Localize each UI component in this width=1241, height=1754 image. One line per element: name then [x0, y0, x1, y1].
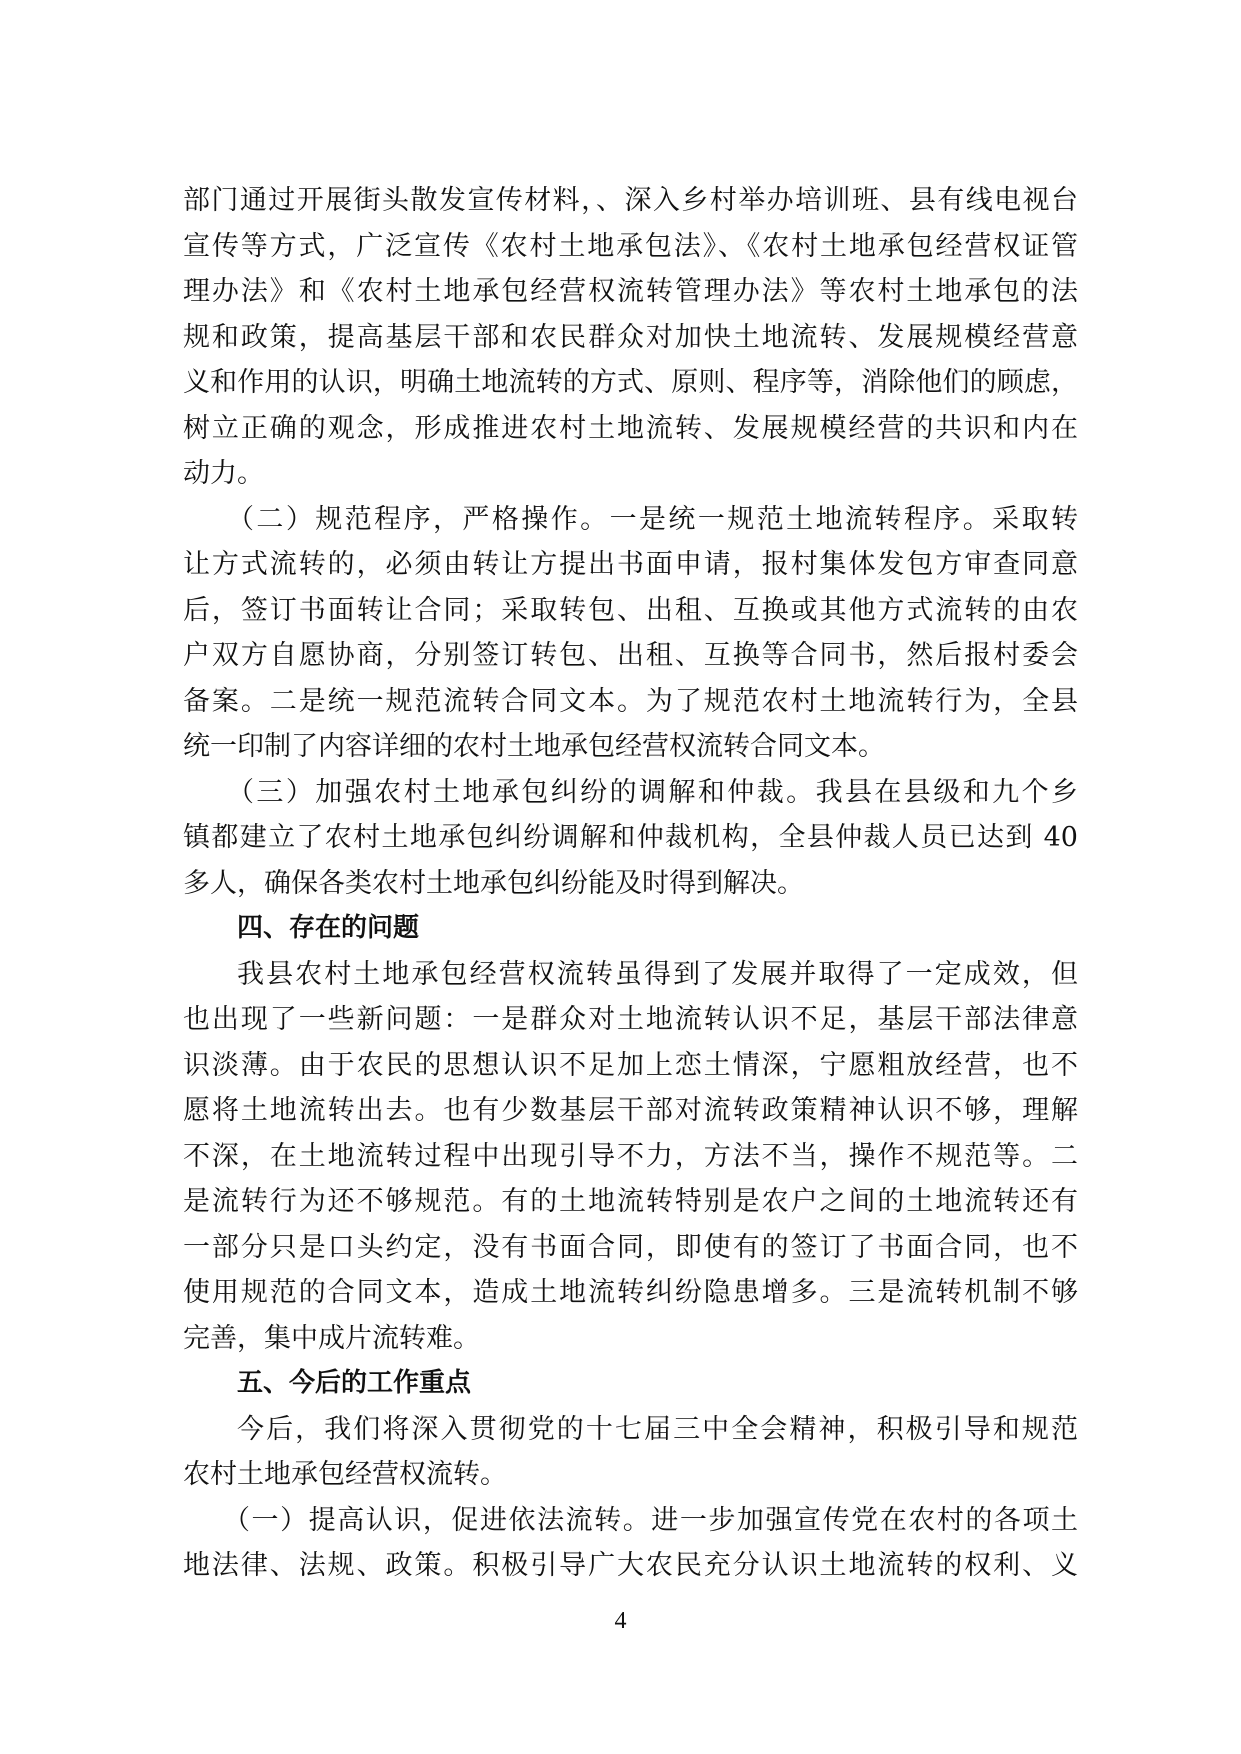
text-line: 规和政策，提高基层干部和农民群众对加快土地流转、发展规模经营意 [183, 321, 1078, 353]
text-line: 地法律、法规、政策。积极引导广大农民充分认识土地流转的权利、义 [183, 1550, 1078, 1581]
text-line: 多人，确保各类农村土地承包纠纷能及时得到解决。 [183, 867, 804, 899]
text-line: 不深，在土地流转过程中出现引导不力，方法不当，操作不规范等。二 [183, 1140, 1078, 1172]
text-line: 农村土地承包经营权流转。 [183, 1459, 507, 1490]
text-line: 理办法》和《农村土地承包经营权流转管理办法》等农村土地承包的法 [183, 276, 1078, 307]
text-line: 愿将土地流转出去。也有少数基层干部对流转政策精神认识不够，理解 [183, 1095, 1078, 1126]
text-line: 义和作用的认识，明确土地流转的方式、原则、程序等，消除他们的顾虑， [183, 367, 1078, 398]
text-line: 备案。二是统一规范流转合同文本。为了规范农村土地流转行为，全县 [183, 685, 1078, 717]
text-line: 今后，我们将深入贯彻党的十七届三中全会精神，积极引导和规范 [237, 1413, 1078, 1445]
text-line: 户双方自愿协商，分别签订转包、出租、互换等合同书，然后报村委会 [183, 640, 1078, 671]
text-line: 后，签订书面转让合同；采取转包、出租、互换或其他方式流转的由农 [183, 594, 1078, 626]
section-heading: 四、存在的问题 [237, 913, 420, 943]
text-line: （二）规范程序，严格操作。一是统一规范土地流转程序。采取转 [227, 503, 1078, 535]
text-line: （一）提高认识，促进依法流转。进一步加强宣传党在农村的各项土 [223, 1504, 1078, 1536]
text-line: 也出现了一些新问题：一是群众对土地流转认识不足，基层干部法律意 [183, 1004, 1078, 1035]
text-line: 是流转行为还不够规范。有的土地流转特别是农户之间的土地流转还有 [183, 1186, 1078, 1217]
text-line: 使用规范的合同文本，造成土地流转纠纷隐患增多。三是流转机制不够 [183, 1277, 1078, 1308]
text-line: 宣传等方式，广泛宣传《农村土地承包法》、《农村土地承包经营权证管 [183, 230, 1078, 262]
text-line: 让方式流转的，必须由转让方提出书面申请，报村集体发包方审查同意 [183, 549, 1078, 580]
page-number: 4 [614, 1608, 627, 1634]
text-line: （三）加强农村土地承包纠纷的调解和仲裁。我县在县级和九个乡 [227, 776, 1078, 808]
text-line: 部门通过开展街头散发宣传材料，、深入乡村举办培训班、县有线电视台 [183, 185, 1078, 216]
text-line: 完善，集中成片流转难。 [183, 1322, 480, 1354]
text-line: 统一印制了内容详细的农村土地承包经营权流转合同文本。 [183, 731, 885, 762]
text-line: 一部分只是口头约定，没有书面合同，即使有的签订了书面合同，也不 [183, 1231, 1078, 1263]
text-line: 我县农村土地承包经营权流转虽得到了发展并取得了一定成效，但 [237, 958, 1078, 990]
text-line: 树立正确的观念，形成推进农村土地流转、发展规模经营的共识和内在 [183, 412, 1078, 444]
text-line: 动力。 [183, 458, 264, 489]
text-line: 镇都建立了农村土地承包纠纷调解和仲裁机构，全县仲裁人员已达到 40 [183, 822, 1078, 853]
text-line: 识淡薄。由于农民的思想认识不足加上恋土情深，宁愿粗放经营，也不 [183, 1049, 1078, 1081]
section-heading: 五、今后的工作重点 [237, 1368, 472, 1398]
body-text [183, 178, 1078, 1589]
